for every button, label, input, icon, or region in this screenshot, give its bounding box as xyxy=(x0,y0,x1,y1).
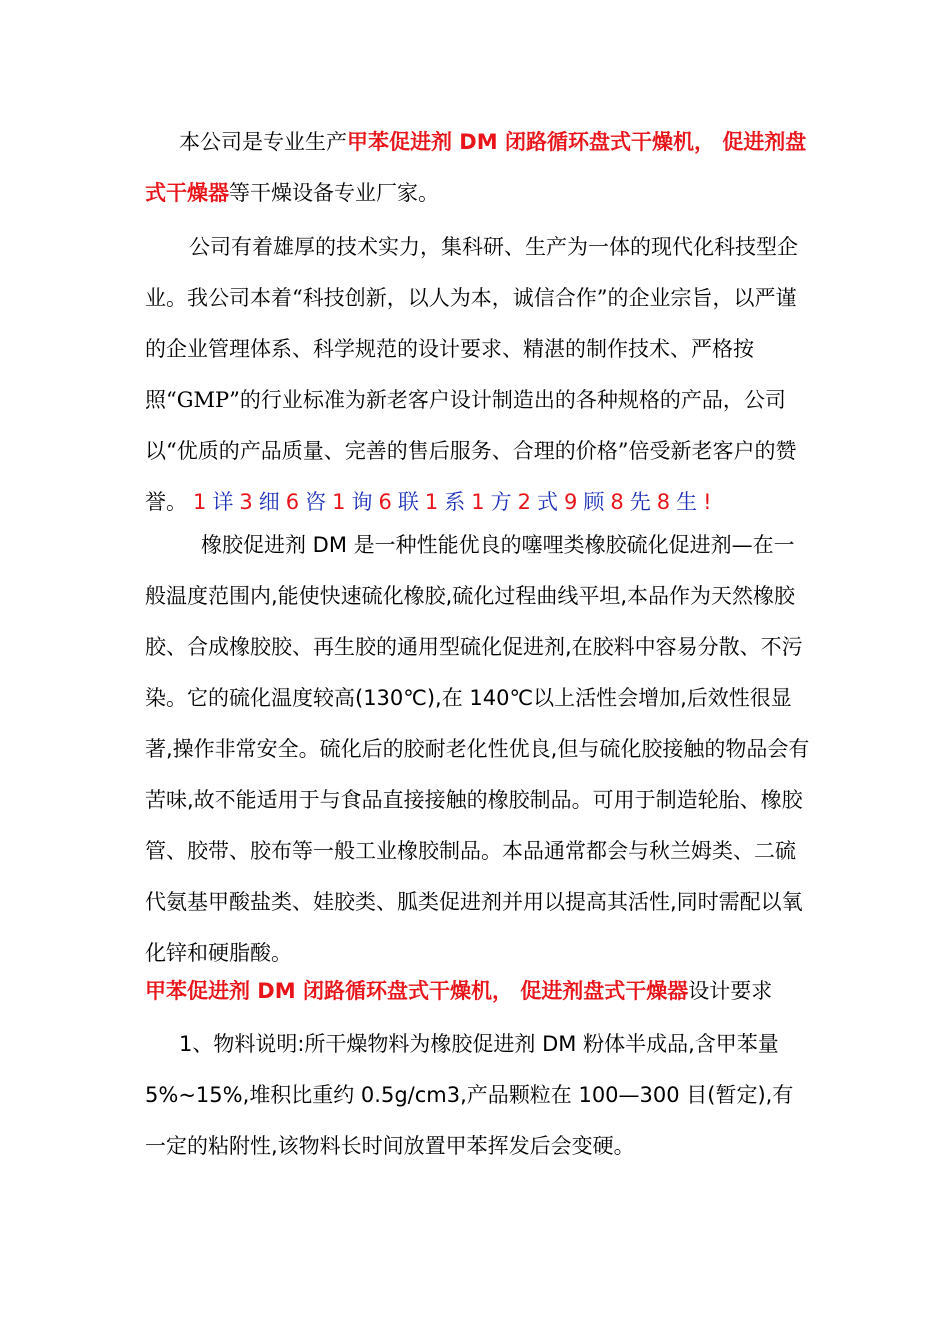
contact-line xyxy=(187,490,712,514)
contact-char: 详 xyxy=(212,490,234,514)
design-heading xyxy=(145,966,810,1017)
contact-char: 先 xyxy=(629,490,651,514)
contact-char: 式 xyxy=(537,490,558,514)
design-trail: 设计要求 xyxy=(688,979,773,1003)
intro-product-highlight: 甲苯促进剂 DM 闭路循环盘式干燥机， 促进剂盘式干燥器 xyxy=(145,130,807,205)
contact-char: 1 xyxy=(332,490,346,514)
contact-char: 9 xyxy=(564,490,578,514)
design-product-highlight: 甲苯促进剂 DM 闭路循环盘式干燥机， 促进剂盘式干燥器 xyxy=(145,979,689,1003)
contact-char: 1 xyxy=(193,490,207,514)
product-text: 橡胶促进剂 DM 是一种性能优良的噻哩类橡胶硫化促进剂—在一般温度范围内,能使快速硫化橡胶,硫化过程曲线平坦,本品作为天然橡胶胶、合成橡胶胶、再生胶的通用型硫化促进剂,在胶料中容易分散、不污染。它的硫化温度较高(130℃),在 140℃以上活性会增加,后效性很显著,操作非常安全。硫化后的胶耐老化性优良,但与硫化胶接触的物品会有苦味,故不能适用于与食品直接接触的橡胶制品。可用于制造轮胎、橡胶管、胶带、胶布等一般工业橡胶制品。本品通常都会与秋兰姆类、二硫代氨基甲酸盐类、娃胶类、胍类促进剂并用以提高其活性,同时需配以氧化锌和硬脂酸。 xyxy=(145,533,810,965)
contact-char: 3 xyxy=(239,490,253,514)
contact-char: 2 xyxy=(517,490,531,514)
contact-char: 8 xyxy=(610,490,624,514)
contact-char: 1 xyxy=(424,490,439,514)
contact-char: 咨 xyxy=(305,490,327,514)
product-paragraph xyxy=(145,520,810,979)
contact-char: 系 xyxy=(444,490,466,514)
contact-char: 联 xyxy=(397,490,419,514)
contact-char: 方 xyxy=(490,490,512,514)
contact-char: ! xyxy=(703,490,712,514)
contact-char: 1 xyxy=(471,490,485,514)
intro-lead: 本公司是专业生产 xyxy=(179,130,347,154)
intro-trail: 等干燥设备专业厂家。 xyxy=(229,181,439,205)
item-1-text: 1、物料说明:所干燥物料为橡胶促进剂 DM 粉体半成品,含甲苯量 5%~15%,堆积比重约 0.5g/cm3,产品颗粒在 100—300 目(暂定),有一定的粘附性,该物料长时间放置甲苯挥发后会变硬。 xyxy=(145,1032,794,1158)
company-text: 公司有着雄厚的技术实力，集科研、生产为一体的现代化科技型企业。我公司本着“科技创新，以人为本，诚信合作”的企业宗旨，以严谨的企业管理体系、科学规范的设计要求、精湛的制作技术、严格按照“GMP”的行业标准为新老客户设计制造出的各种规格的产品，公司以“优质的产品质量、完善的售后服务、合理的价格”倍受新老客户的赞誉。 xyxy=(145,235,798,514)
intro-paragraph xyxy=(145,117,810,219)
contact-char: 6 xyxy=(378,490,392,514)
item-1-paragraph xyxy=(145,1019,810,1172)
contact-char: 细 xyxy=(258,490,280,514)
company-paragraph xyxy=(145,222,810,528)
contact-char: 顾 xyxy=(583,490,605,514)
contact-char: 生 xyxy=(676,490,698,514)
contact-char: 8 xyxy=(656,490,671,514)
contact-char: 询 xyxy=(351,490,373,514)
contact-char: 6 xyxy=(285,490,300,514)
